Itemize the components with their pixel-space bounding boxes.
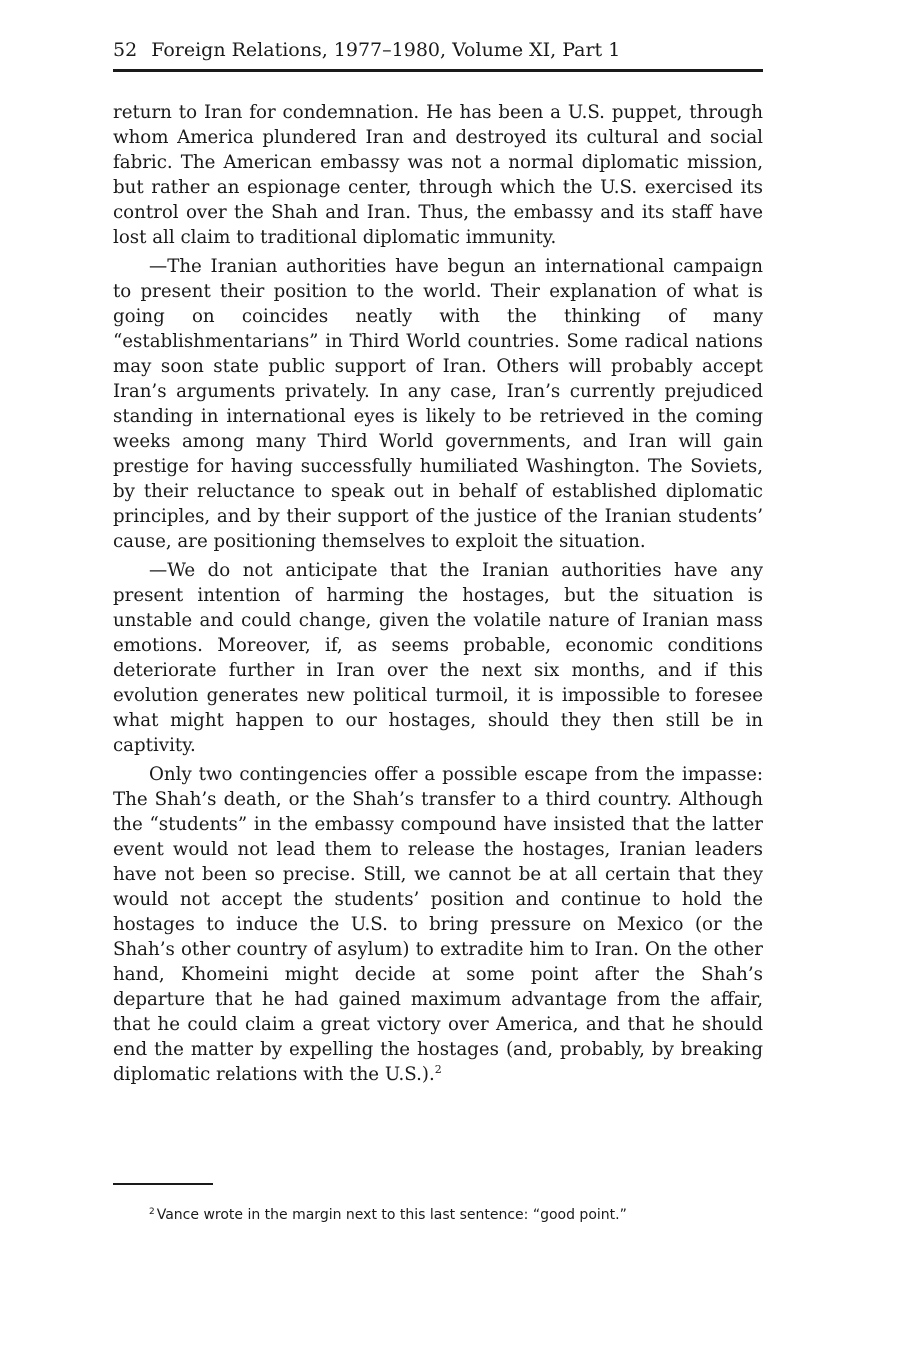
- paragraph-4: [113, 762, 763, 1087]
- page-number: 52: [113, 39, 138, 61]
- header-rule: [113, 69, 763, 72]
- footnote-number: 2: [149, 1207, 155, 1217]
- footnote: [149, 1205, 763, 1225]
- running-head: [113, 37, 763, 63]
- paragraph-2: —The Iranian authorities have begun an international campaign to present their position to the world. Their explanation of what is going on coincides neatly with the thinking of many “establishmentarians” in Third World countries. Some radical nations may soon state public support of Iran. Others will probably accept Iran’s arguments privately. In any case, Iran’s currently prejudiced standing in international eyes is likely to be retrieved in the coming weeks among many Third World governments, and Iran will gain prestige for having successfully humiliated Washington. The Soviets, by their reluctance to speak out in behalf of established diplomatic principles, and by their support of the justice of the Iranian students’ cause, are positioning themselves to exploit the situation.: [113, 256, 763, 552]
- footnote-text: Vance wrote in the margin next to this last sentence: “good point.”: [156, 1207, 627, 1223]
- paragraph-3: —We do not anticipate that the Iranian authorities have any present intention of harming the hostages, but the situation is unstable and could change, given the volatile nature of Iranian mass emotions. Moreover, if, as seems probable, economic conditions deteriorate further in Iran over the next six months, and if this evolution generates new political turmoil, it is impossible to foresee what might happen to our hostages, should they then still be in captivity.: [113, 560, 763, 756]
- footnote-reference[interactable]: 2: [434, 1063, 442, 1076]
- body-text: [113, 100, 763, 1091]
- paragraph-1: return to Iran for condemnation. He has been a U.S. puppet, through whom America plundered Iran and destroyed its cultural and social fabric. The American embassy was not a normal diplomatic mission, but rather an espionage center, through which the U.S. exercised its control over the Shah and Iran. Thus, the embassy and its staff have lost all claim to traditional diplomatic immunity.: [113, 102, 763, 248]
- running-title: Foreign Relations, 1977–1980, Volume XI, Part 1: [151, 39, 621, 61]
- paragraph-4-text: Only two contingencies offer a possible escape from the impasse: The Shah’s death, or the Shah’s transfer to a third country. Although the “students” in the embassy compound have insisted that the latter event would not lead them to release the hostages, Iranian leaders have not been so precise. Still, we cannot be at all certain that they would not accept the students’ position and continue to hold the hostages to induce the U.S. to bring pressure on Mexico (or the Shah’s other country of asylum) to extradite him to Iran. On the other hand, Khomeini might decide at some point after the Shah’s departure that he had gained maximum advantage from the affair, that he could claim a great victory over America, and that he should end the matter by expelling the hostages (and, probably, by breaking diplomatic relations with the U.S.).: [113, 764, 763, 1085]
- footnote-rule: [113, 1183, 213, 1185]
